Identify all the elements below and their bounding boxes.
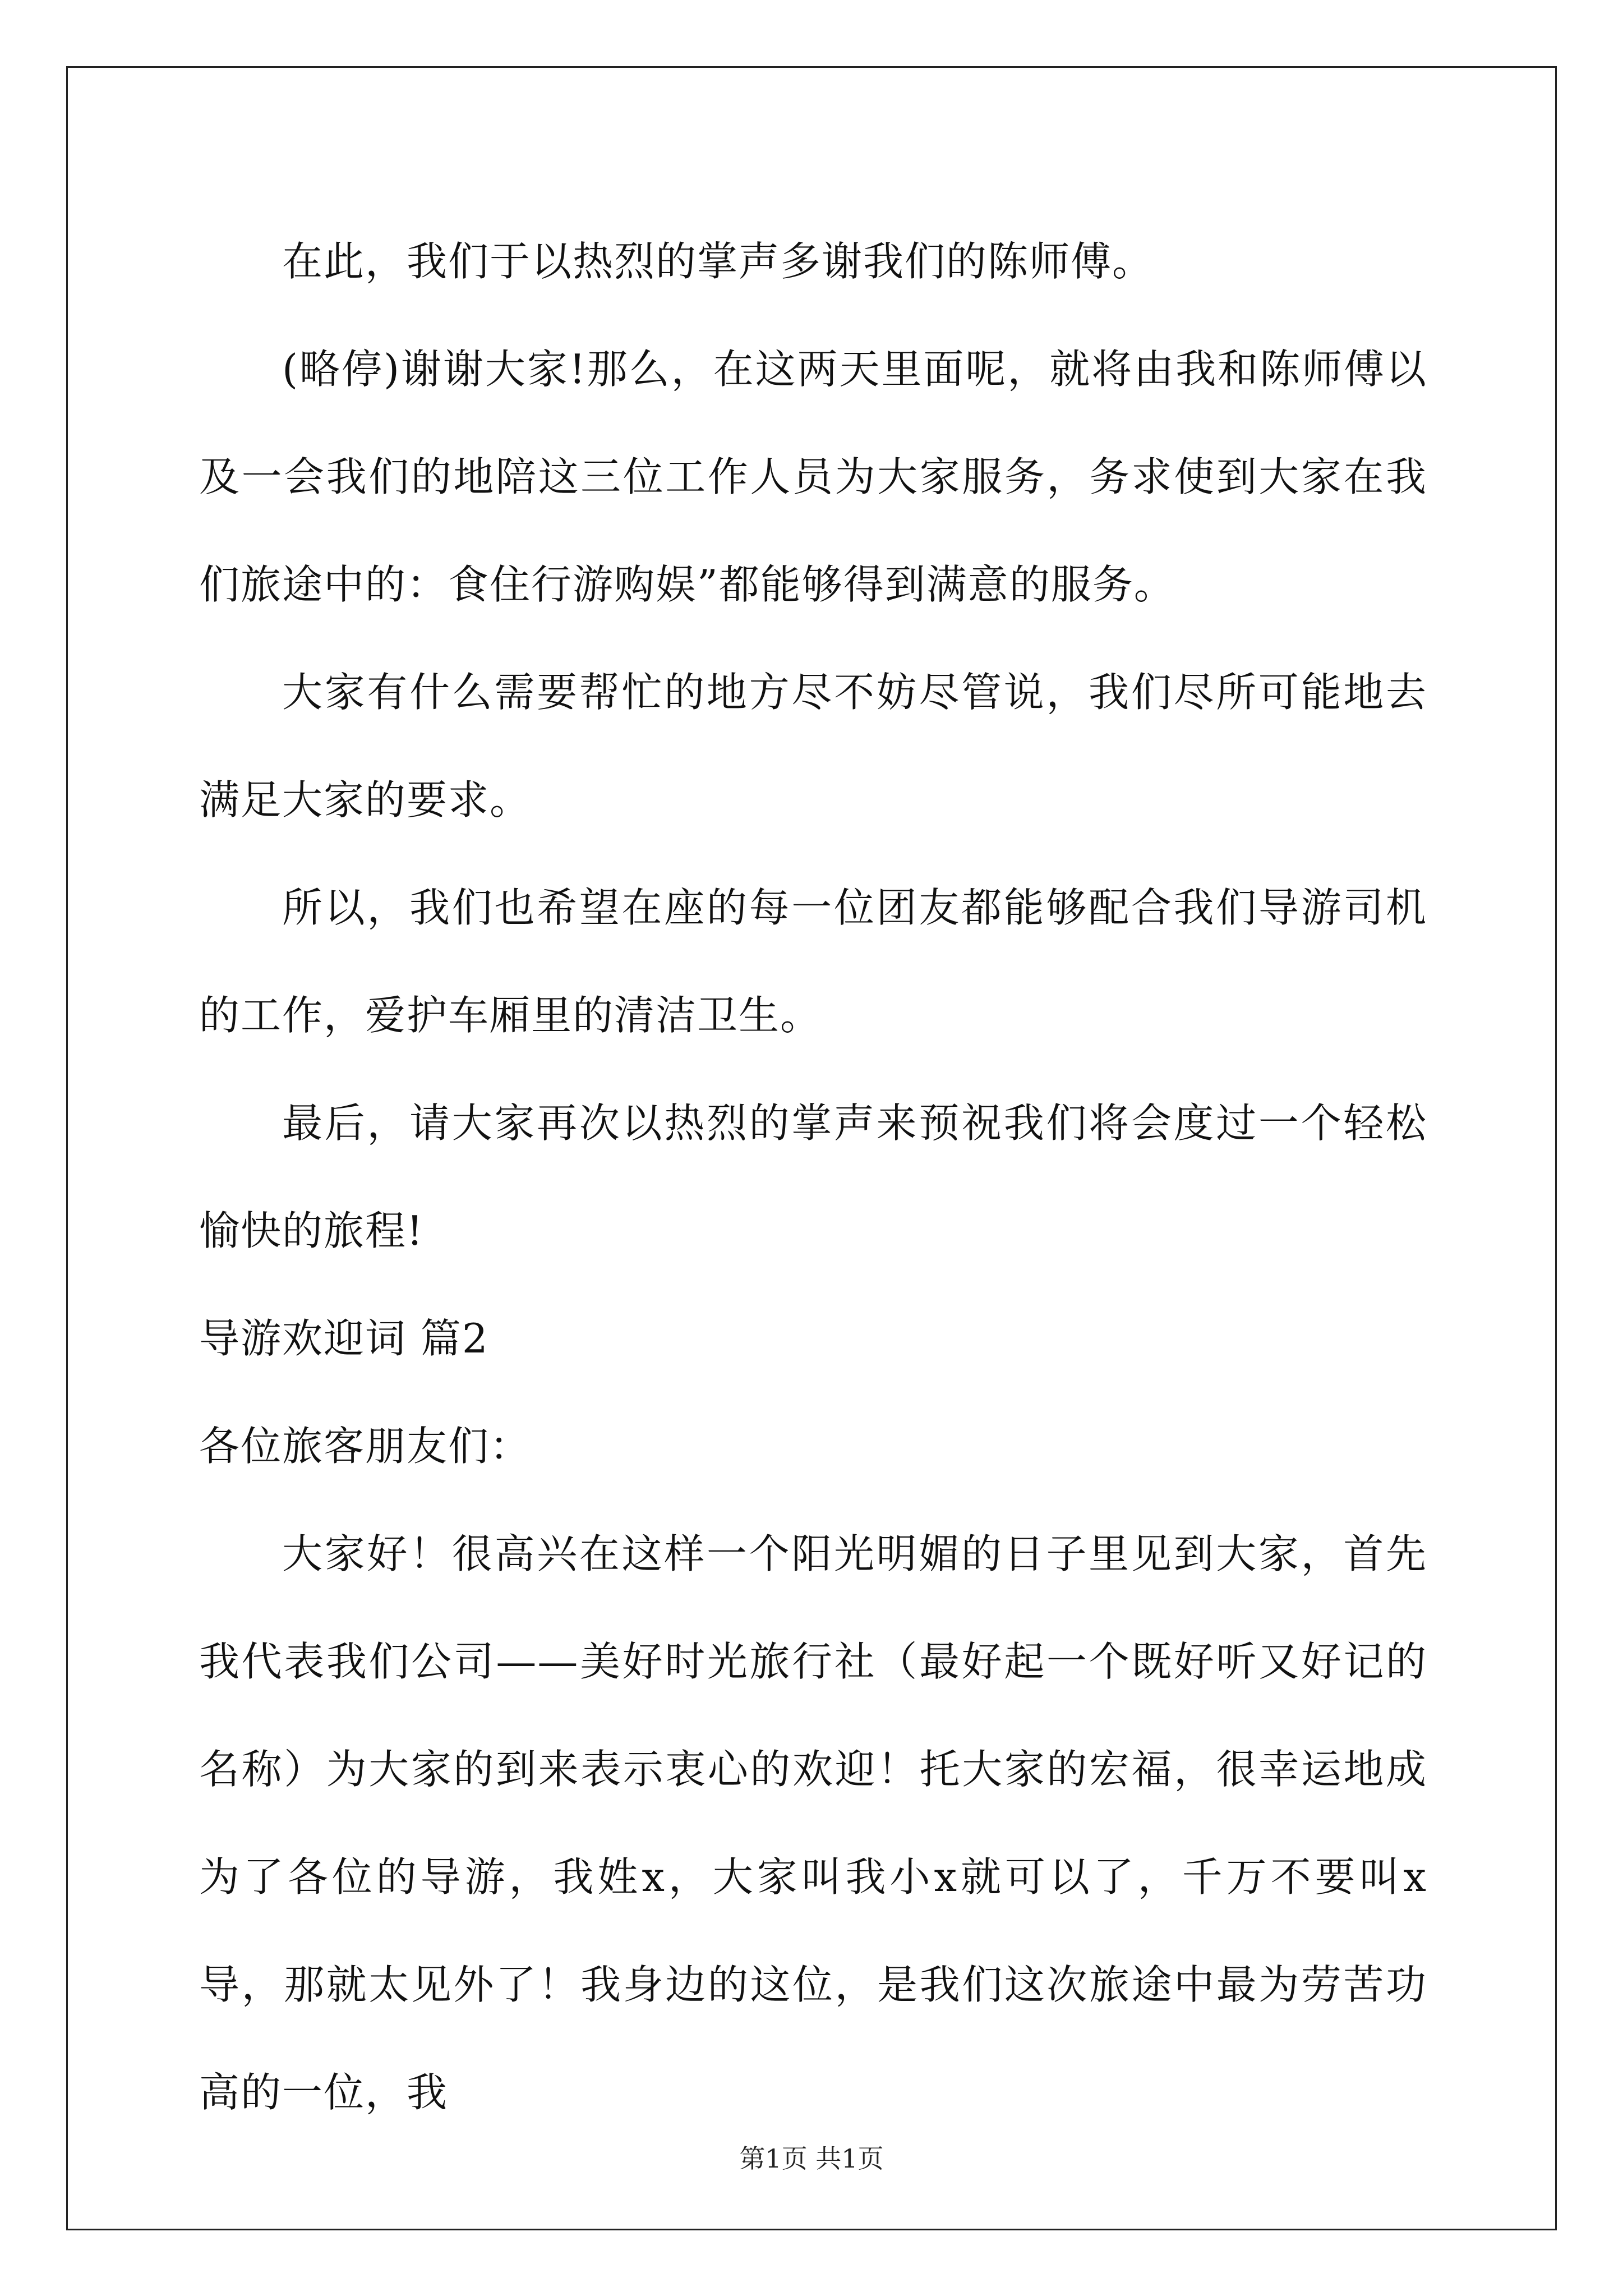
document-body <box>199 208 1427 2146</box>
salutation: 各位旅客朋友们： <box>199 1423 532 1470</box>
section-heading: 导游欢迎词 篇2 <box>199 1315 489 1362</box>
page-footer: 第1页 共1页 <box>739 2143 884 2174</box>
paragraph-3: 大家有什么需要帮忙的地方尽不妨尽管说，我们尽所可能地去满足大家的要求。 <box>199 669 1427 823</box>
paragraph-5: 最后，请大家再次以热烈的掌声来预祝我们将会度过一个轻松愉快的旅程! <box>199 1099 1427 1254</box>
paragraph-4: 所以，我们也希望在座的每一位团友都能够配合我们导游司机的工作，爱护车厢里的清洁卫生。 <box>199 884 1427 1039</box>
paragraph-2: (略停)谢谢大家!那么，在这两天里面呢，就将由我和陈师傅以及一会我们的地陪这三位工作人员为大家服务，务求使到大家在我们旅途中的：食住行游购娱”都能够得到满意的服务。 <box>199 346 1427 608</box>
paragraph-6: 大家好！很高兴在这样一个阳光明媚的日子里见到大家，首先我代表我们公司——美好时光旅行社（最好起一个既好听又好记的名称）为大家的到来表示衷心的欢迎！托大家的宏福，很幸运地成为了各位的导游，我姓x，大家叫我小x就可以了，千万不要叫x导，那就太见外了！我身边的这位，是我们这次旅途中最为劳苦功高的一位，我 <box>199 1530 1427 2116</box>
paragraph-1: 在此，我们于以热烈的掌声多谢我们的陈师傅。 <box>282 238 1154 285</box>
